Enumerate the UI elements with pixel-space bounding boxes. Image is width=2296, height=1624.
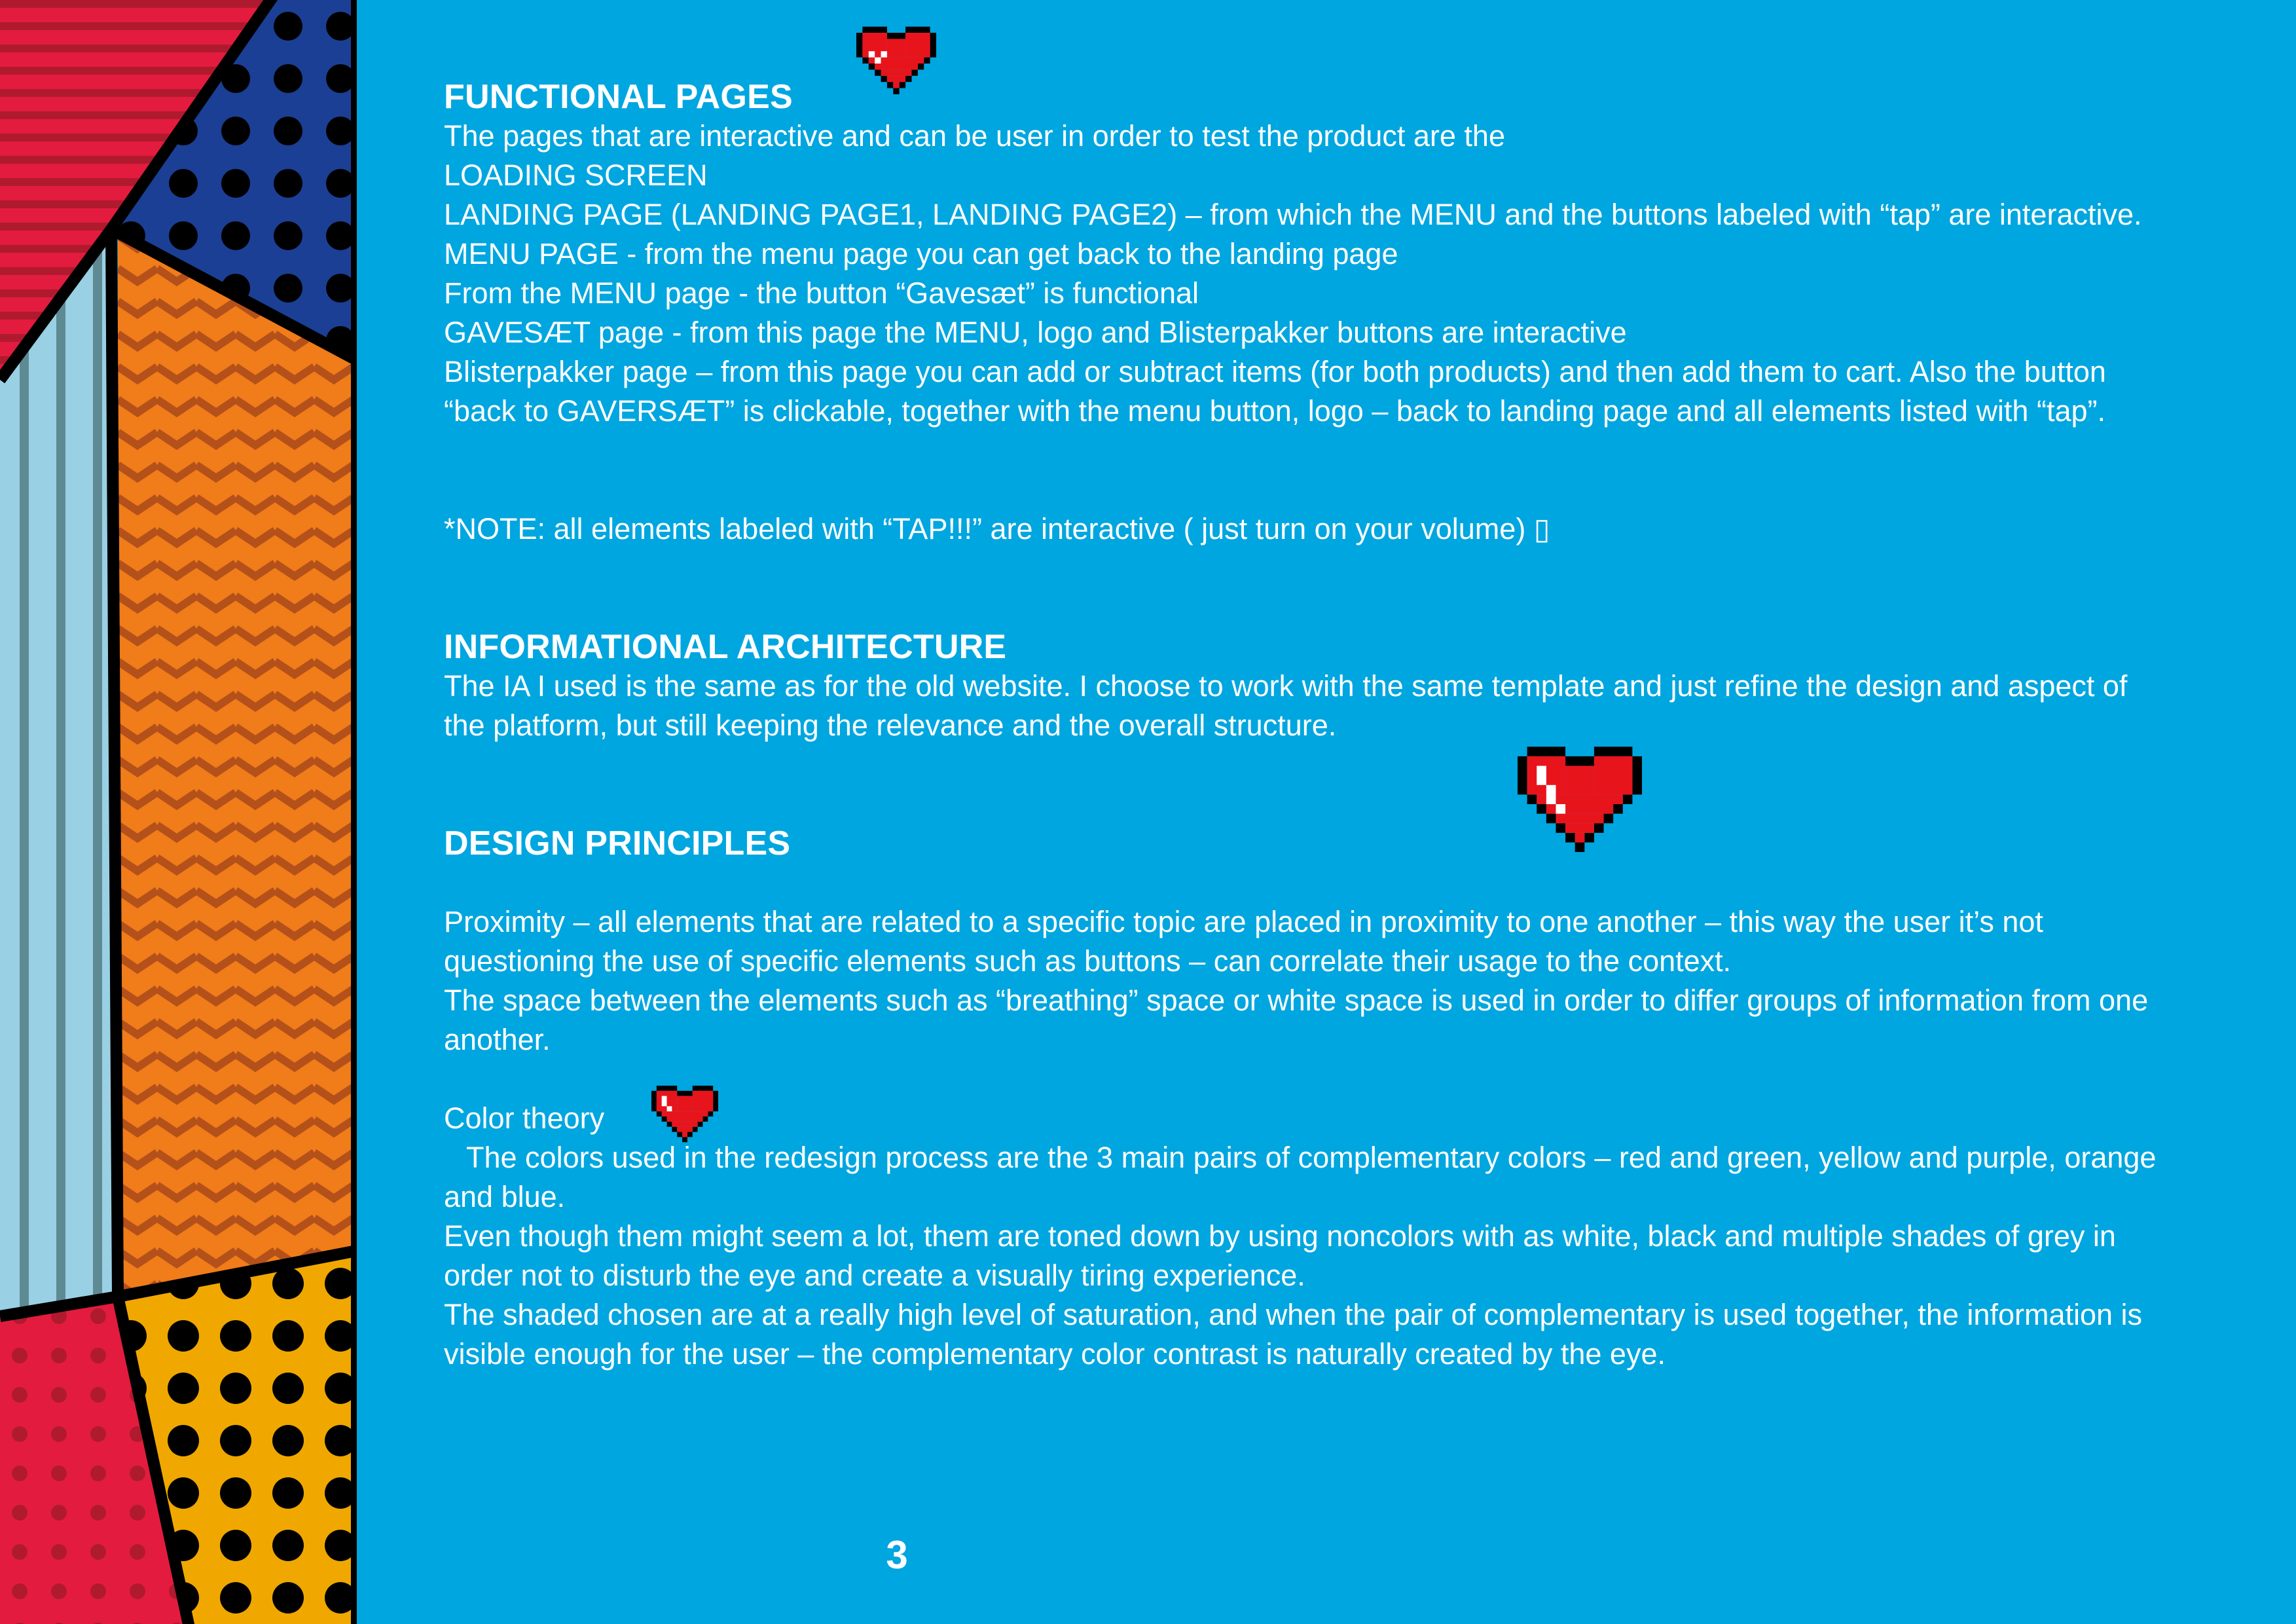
- proximity-line: Proximity – all elements that are related to a specific topic are placed in proximity to one another – this way the user it’s not: [444, 905, 2043, 938]
- ia-heading: INFORMATIONAL ARCHITECTURE: [444, 628, 1007, 666]
- chevron-panel: [118, 229, 357, 1297]
- vertical-stripe-panel: [0, 229, 118, 1316]
- color-line: Even though them might seem a lot, them are toned down by using noncolors with as white, black and multiple shades of grey in: [444, 1219, 2116, 1253]
- page-number: 3: [886, 1533, 908, 1577]
- ia-line: the platform, but still keeping the relevance and the overall structure.: [444, 709, 1337, 742]
- design-principles-heading: DESIGN PRINCIPLES: [444, 824, 791, 862]
- functional-line: Blisterpakker page – from this page you can add or subtract items (for both products) and then add them to cart. Also the button: [444, 355, 2106, 388]
- color-line: The colors used in the redesign process are the 3 main pairs of complementary colors – red and green, yellow and purple, orange: [466, 1141, 2157, 1174]
- functional-line: LOADING SCREEN: [444, 158, 708, 192]
- functional-line: The pages that are interactive and can be user in order to test the product are the: [444, 119, 1505, 153]
- color-line: and blue.: [444, 1180, 566, 1213]
- functional-line: From the MENU page - the button “Gavesæt” is functional: [444, 276, 1199, 310]
- functional-line: LANDING PAGE (LANDING PAGE1, LANDING PAGE2) – from which the MENU and the buttons labeled with “tap” are interactive.: [444, 198, 2142, 231]
- functional-line: GAVESÆT page - from this page the MENU, logo and Blisterpakker buttons are interactive: [444, 316, 1627, 349]
- document-body: [444, 77, 2225, 1374]
- ia-line: The IA I used is the same as for the old website. I choose to work with the same template and just refine the design and aspect of: [444, 669, 2128, 703]
- functional-line: “back to GAVERSÆT” is clickable, together with the menu button, logo – back to landing page and all elements listed with “tap”.: [444, 394, 2105, 428]
- tap-note: *NOTE: all elements labeled with “TAP!!!” are interactive ( just turn on your volume) ▯: [444, 512, 1550, 545]
- functional-line: MENU PAGE - from the menu page you can get back to the landing page: [444, 237, 1398, 270]
- color-line: visible enough for the user – the complementary color contrast is naturally created by the eye.: [444, 1337, 1666, 1371]
- color-theory-label: Color theory: [444, 1101, 605, 1135]
- proximity-line: another.: [444, 1023, 551, 1056]
- functional-pages-heading: FUNCTIONAL PAGES: [444, 78, 793, 116]
- color-line: order not to disturb the eye and create a visually tiring experience.: [444, 1259, 1305, 1292]
- pop-art-panel: [0, 0, 357, 1624]
- proximity-line: questioning the use of specific elements such as buttons – can correlate their usage to the context.: [444, 944, 1732, 978]
- proximity-line: The space between the elements such as “breathing” space or white space is used in order to differ groups of information from one: [444, 984, 2149, 1017]
- color-line: The shaded chosen are at a really high level of saturation, and when the pair of complementary is used together, the information is: [444, 1298, 2143, 1331]
